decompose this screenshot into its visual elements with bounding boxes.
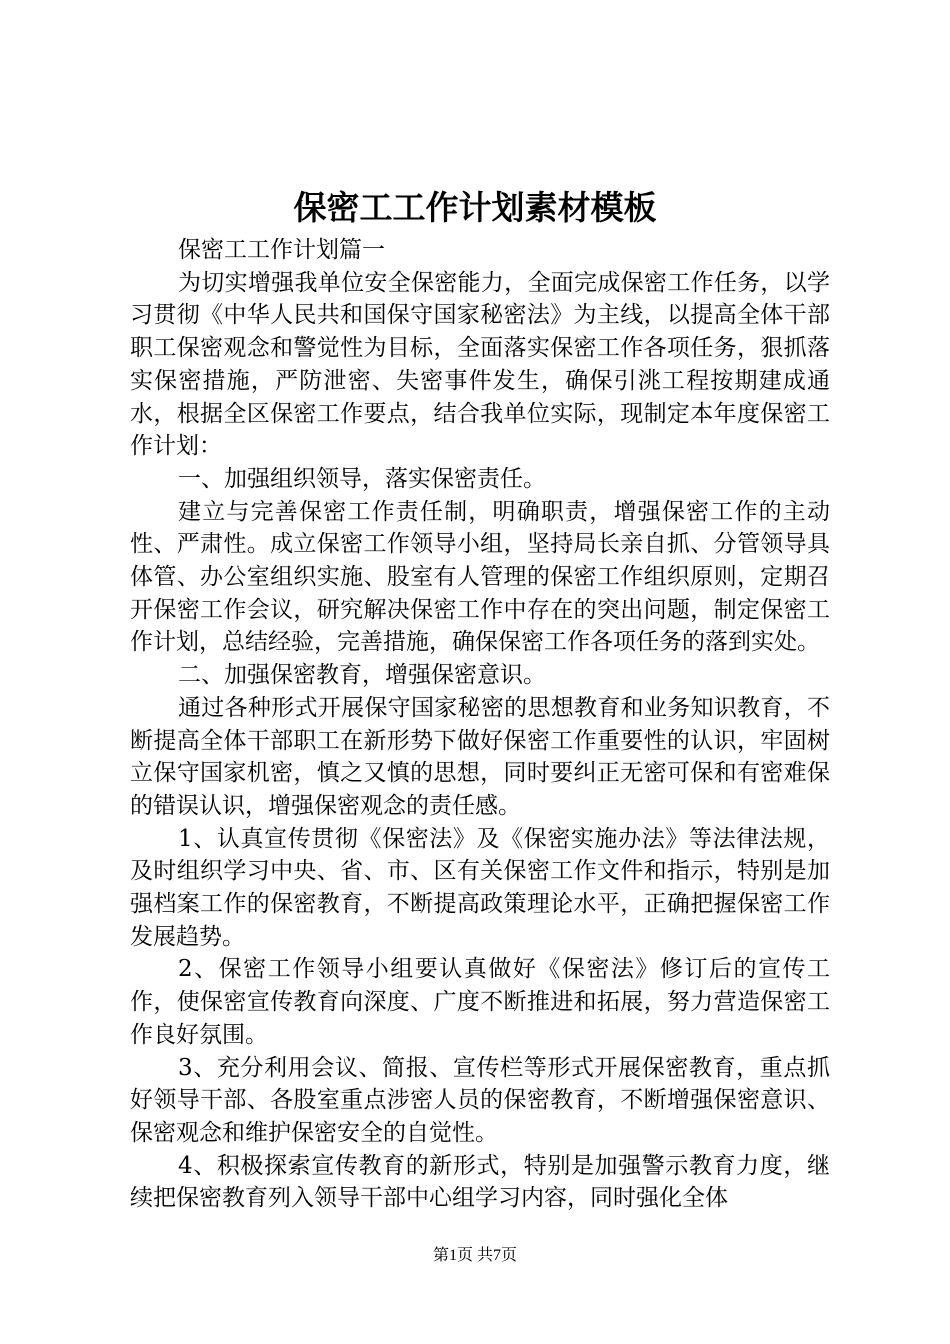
document-body [130,234,830,1215]
list-item: 2、保密工作领导小组要认真做好《保密法》修订后的宣传工作，使保密宣传教育向深度、广度不断推进和拓展，努力营造保密工作良好氛围。 [130,956,830,1048]
paragraph: 为切实增强我单位安全保密能力，全面完成保密工作任务，以学习贯彻《中华人民共和国保守国家秘密法》为主线，以提高全体干部职工保密观念和警觉性为目标，全面落实保密工作各项任务，狠抓落实保密措施，严防泄密、失密事件发生，确保引洮工程按期建成通水，根据全区保密工作要点，结合我单位实际，现制定本年度保密工作计划： [130,269,830,460]
list-item: 4、积极探索宣传教育的新形式，特别是加强警示教育力度，继续把保密教育列入领导干部中心组学习内容，同时强化全体 [130,1152,830,1212]
section-heading: 二、加强保密教育，增强保密意识。 [178,662,546,689]
list-item: 1、认真宣传贯彻《保密法》及《保密实施办法》等法律法规，及时组织学习中央、省、市、区有关保密工作文件和指示，特别是加强档案工作的保密教育，不断提高政策理论水平，正确把握保密工作发展趋势。 [130,825,830,950]
document-title: 保密工工作计划素材模板 [293,188,657,227]
section-heading: 一、加强组织领导，落实保密责任。 [178,465,546,492]
page-footer: 第1页 共7页 [432,1247,517,1264]
paragraph: 建立与完善保密工作责任制，明确职责，增强保密工作的主动性、严肃性。成立保密工作领导小组，坚持局长亲自抓、分管领导具体管、办公室组织实施、股室有人管理的保密工作组织原则，定期召开保密工作会议，研究解决保密工作中存在的突出问题，制定保密工作计划，总结经验，完善措施，确保保密工作各项任务的落到实处。 [130,498,830,656]
paragraph: 通过各种形式开展保守国家秘密的思想教育和业务知识教育，不断提高全体干部职工在新形势下做好保密工作重要性的认识，牢固树立保守国家机密，慎之又慎的思想，同时要纠正无密可保和有密难保的错误认识，增强保密观念的责任感。 [130,694,830,819]
paragraph: 保密工工作计划篇一 [178,237,385,263]
list-item: 3、充分利用会议、简报、宣传栏等形式开展保密教育，重点抓好领导干部、各股室重点涉密人员的保密教育，不断增强保密意识、保密观念和维护保密安全的自觉性。 [130,1054,830,1146]
